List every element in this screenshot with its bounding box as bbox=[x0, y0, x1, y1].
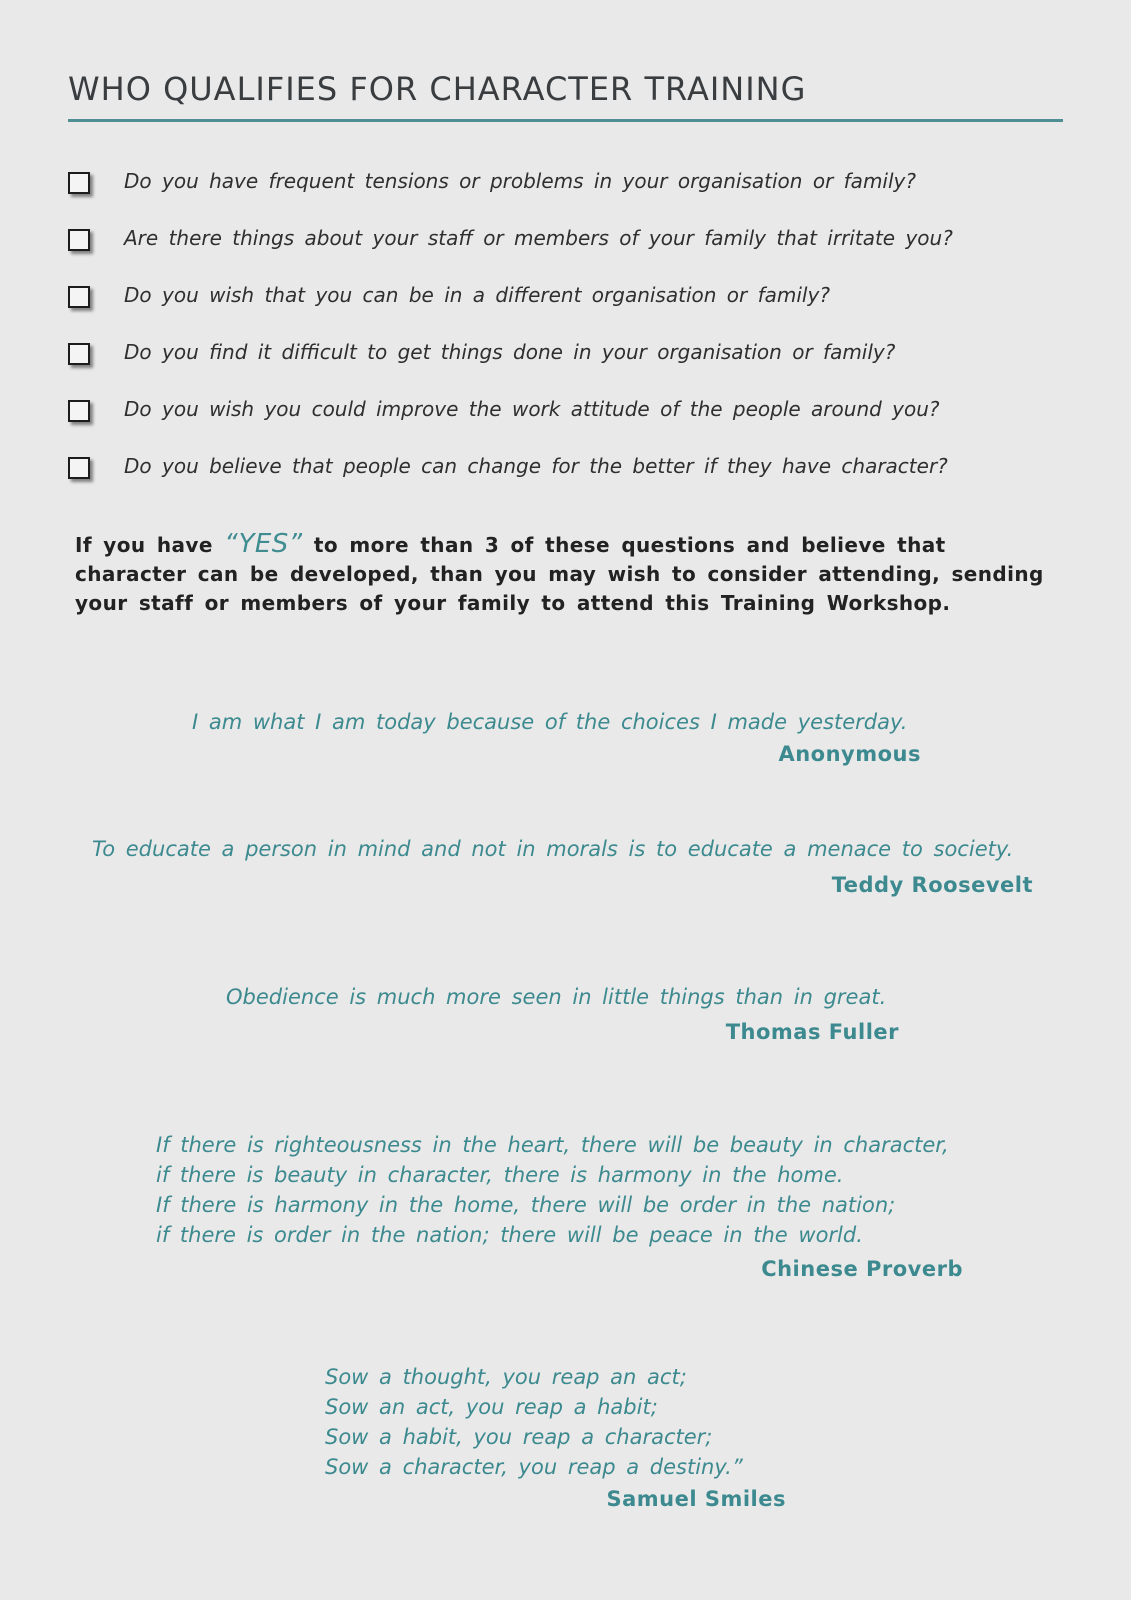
question-checklist bbox=[68, 163, 1068, 505]
quote-teddy-roosevelt bbox=[92, 834, 1013, 864]
quote-author-samuel-smiles: Samuel Smiles bbox=[606, 1487, 786, 1511]
checklist-item bbox=[68, 163, 1068, 220]
quote-line: if there is order in the nation; there will be peace in the world. bbox=[156, 1223, 863, 1247]
quote-thomas-fuller bbox=[226, 982, 886, 1012]
question-text: Do you wish that you can be in a different organisation or family? bbox=[124, 283, 830, 307]
quote-author-thomas-fuller: Thomas Fuller bbox=[725, 1020, 899, 1044]
quote-author-chinese-proverb: Chinese Proverb bbox=[761, 1257, 963, 1281]
checklist-item bbox=[68, 448, 1068, 505]
checklist-item bbox=[68, 277, 1068, 334]
checkbox[interactable] bbox=[68, 172, 90, 194]
quote-line: Obedience is much more seen in little things than in great. bbox=[226, 985, 887, 1009]
question-text: Do you have frequent tensions or problems in your organisation or family? bbox=[124, 169, 916, 193]
intro-paragraph bbox=[75, 530, 1055, 618]
quote-line: If there is righteousness in the heart, there will be beauty in character, bbox=[156, 1133, 949, 1157]
question-text: Do you find it difficult to get things done in your organisation or family? bbox=[124, 340, 896, 364]
quote-line: Sow a character, you reap a destiny.” bbox=[325, 1455, 743, 1479]
question-text: Do you wish you could improve the work attitude of the people around you? bbox=[124, 397, 940, 421]
quote-line: if there is beauty in character, there is harmony in the home. bbox=[156, 1163, 844, 1187]
quote-line: To educate a person in mind and not in morals is to educate a menace to society. bbox=[92, 837, 1014, 861]
quote-author-teddy-roosevelt: Teddy Roosevelt bbox=[831, 873, 1033, 897]
checklist-item bbox=[68, 391, 1068, 448]
quote-line: Sow a thought, you reap an act; bbox=[325, 1365, 687, 1389]
title-divider bbox=[68, 119, 1063, 122]
question-text: Are there things about your staff or members of your family that irritate you? bbox=[124, 226, 953, 250]
yes-emphasis: “YES” bbox=[224, 529, 303, 559]
checkbox[interactable] bbox=[68, 286, 90, 308]
checklist-item bbox=[68, 220, 1068, 277]
quote-author-anonymous: Anonymous bbox=[778, 742, 921, 766]
intro-text-end: to more than 3 of these questions and believe that character can be developed, than you may wish to consider attending, sending your staff or members of your family to attend this Training Workshop. bbox=[75, 533, 1044, 615]
quote-line: Sow an act, you reap a habit; bbox=[325, 1395, 658, 1419]
quote-samuel-smiles bbox=[325, 1362, 743, 1482]
quote-chinese-proverb bbox=[156, 1130, 949, 1250]
page-title: WHO QUALIFIES FOR CHARACTER TRAINING bbox=[68, 70, 807, 108]
quote-line: Sow a habit, you reap a character; bbox=[325, 1425, 713, 1449]
checkbox[interactable] bbox=[68, 229, 90, 251]
intro-text-start: If you have bbox=[75, 533, 225, 557]
checkbox[interactable] bbox=[68, 343, 90, 365]
checkbox[interactable] bbox=[68, 400, 90, 422]
checklist-item bbox=[68, 334, 1068, 391]
quote-line: I am what I am today because of the choices I made yesterday. bbox=[192, 710, 908, 734]
quote-line: If there is harmony in the home, there will be order in the nation; bbox=[156, 1193, 896, 1217]
question-text: Do you believe that people can change for the better if they have character? bbox=[124, 454, 948, 478]
quote-anonymous bbox=[192, 707, 907, 737]
checkbox[interactable] bbox=[68, 457, 90, 479]
